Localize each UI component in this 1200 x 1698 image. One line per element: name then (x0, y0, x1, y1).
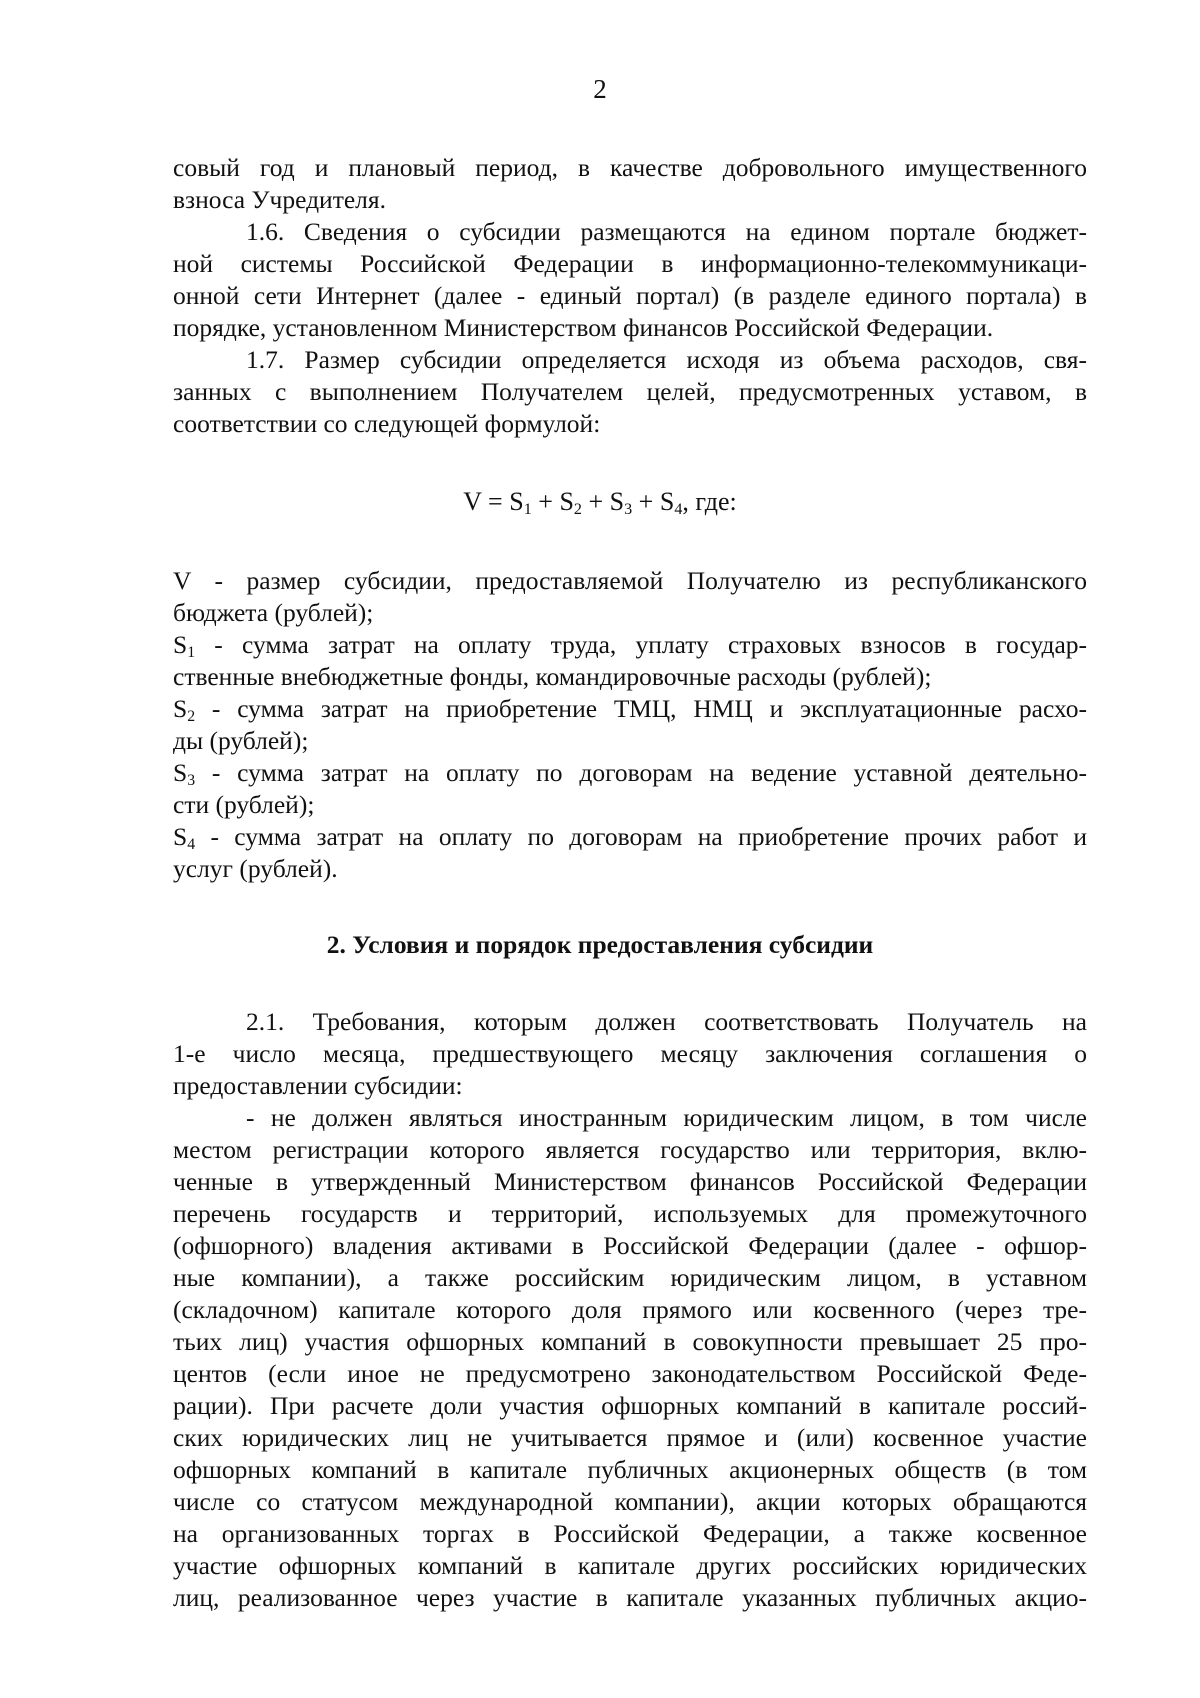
definition-s4: $S_4$ - сумма затрат на оплату по договорам на приобретение прочих работ и (173, 822, 1088, 853)
text-line: на организованных торгах в Российской Федерации, а также косвенное (173, 1519, 1087, 1548)
definition-s1: $S_1$ - сумма затрат на оплату труда, уплату страховых взносов в государ- (173, 630, 1088, 661)
paragraph-1-7-first-line: 1.7. Размер субсидии определяется исходя из объема расходов, свя- (246, 345, 1087, 374)
text-line: (офшорного) владения активами в Российской Федерации (далее - офшор- (173, 1231, 1087, 1260)
text-line: бюджета (рублей); (173, 598, 374, 627)
text-line: занных с выполнением Получателем целей, предусмотренных уставом, в (173, 377, 1087, 406)
text-line: ды (рублей); (173, 726, 309, 755)
text-line: перечень государств и территорий, используемых для промежуточного (173, 1199, 1087, 1228)
text-line: 1-е число месяца, предшествующего месяцу заключения соглашения о (173, 1039, 1087, 1068)
requirement-first-line: - не должен являться иностранным юридическим лицом, в том числе (246, 1103, 1087, 1132)
text-line: ной системы Российской Федерации в информационно-телекоммуникаци- (173, 249, 1087, 278)
text-line: онной сети Интернет (далее - единый портал) (в разделе единого портала) в (173, 281, 1087, 310)
text-line: офшорных компаний в капитале публичных акционерных обществ (в том (173, 1455, 1087, 1484)
paragraph-2-1-first-line: 2.1. Требования, которым должен соответствовать Получатель на (246, 1007, 1087, 1036)
text-line: лиц, реализованное через участие в капитале указанных публичных акцио- (173, 1583, 1087, 1612)
paragraph-1-6-first-line: 1.6. Сведения о субсидии размещаются на едином портале бюджет- (246, 217, 1087, 246)
text-line: ственные внебюджетные фонды, командировочные расходы (рублей); (173, 662, 932, 691)
section-heading: 2. Условия и порядок предоставления субсидии (326, 930, 874, 959)
text-line: ченные в утвержденный Министерством финансов Российской Федерации (173, 1167, 1087, 1196)
subsidy-formula: $V = S_1 + S_2 + S_3 + S_4$, где: (463, 487, 737, 519)
text-line: рации). При расчете доли участия офшорных компаний в капитале россий- (173, 1391, 1087, 1420)
text-line: тьих лиц) участия офшорных компаний в совокупности превышает 25 про- (173, 1327, 1087, 1356)
text-line: местом регистрации которого является государство или территория, вклю- (173, 1135, 1087, 1164)
definition-s2: $S_2$ - сумма затрат на приобретение ТМЦ, НМЦ и эксплуатационные расхо- (173, 694, 1087, 725)
text-line: ских юридических лиц не учитывается прямое и (или) косвенное участие (173, 1423, 1087, 1452)
text-line: предоставлении субсидии: (173, 1071, 463, 1100)
text-line: взноса Учредителя. (173, 185, 386, 214)
text-line: совый год и плановый период, в качестве добровольного имущественного (173, 153, 1087, 182)
text-line: услуг (рублей). (173, 854, 338, 883)
text-line: соответствии со следующей формулой: (173, 409, 601, 438)
text-line: участие офшорных компаний в капитале других российских юридических (173, 1551, 1087, 1580)
text-line: центов (если иное не предусмотрено законодательством Российской Феде- (173, 1359, 1087, 1388)
text-line: числе со статусом международной компании), акции которых обращаются (173, 1487, 1087, 1516)
definition-s3: $S_3$ - сумма затрат на оплату по договорам на ведение уставной деятельно- (173, 758, 1087, 789)
page-number: 2 (593, 74, 607, 104)
text-line: (складочном) капитале которого доля прямого или косвенного (через тре- (173, 1295, 1087, 1324)
definition-v: V - размер субсидии, предоставляемой Получателю из республиканского (173, 566, 1087, 595)
text-line: ные компании), а также российским юридическим лицом, в уставном (173, 1263, 1087, 1292)
text-line: сти (рублей); (173, 790, 315, 819)
text-line: порядке, установленном Министерством финансов Российской Федерации. (173, 313, 994, 342)
